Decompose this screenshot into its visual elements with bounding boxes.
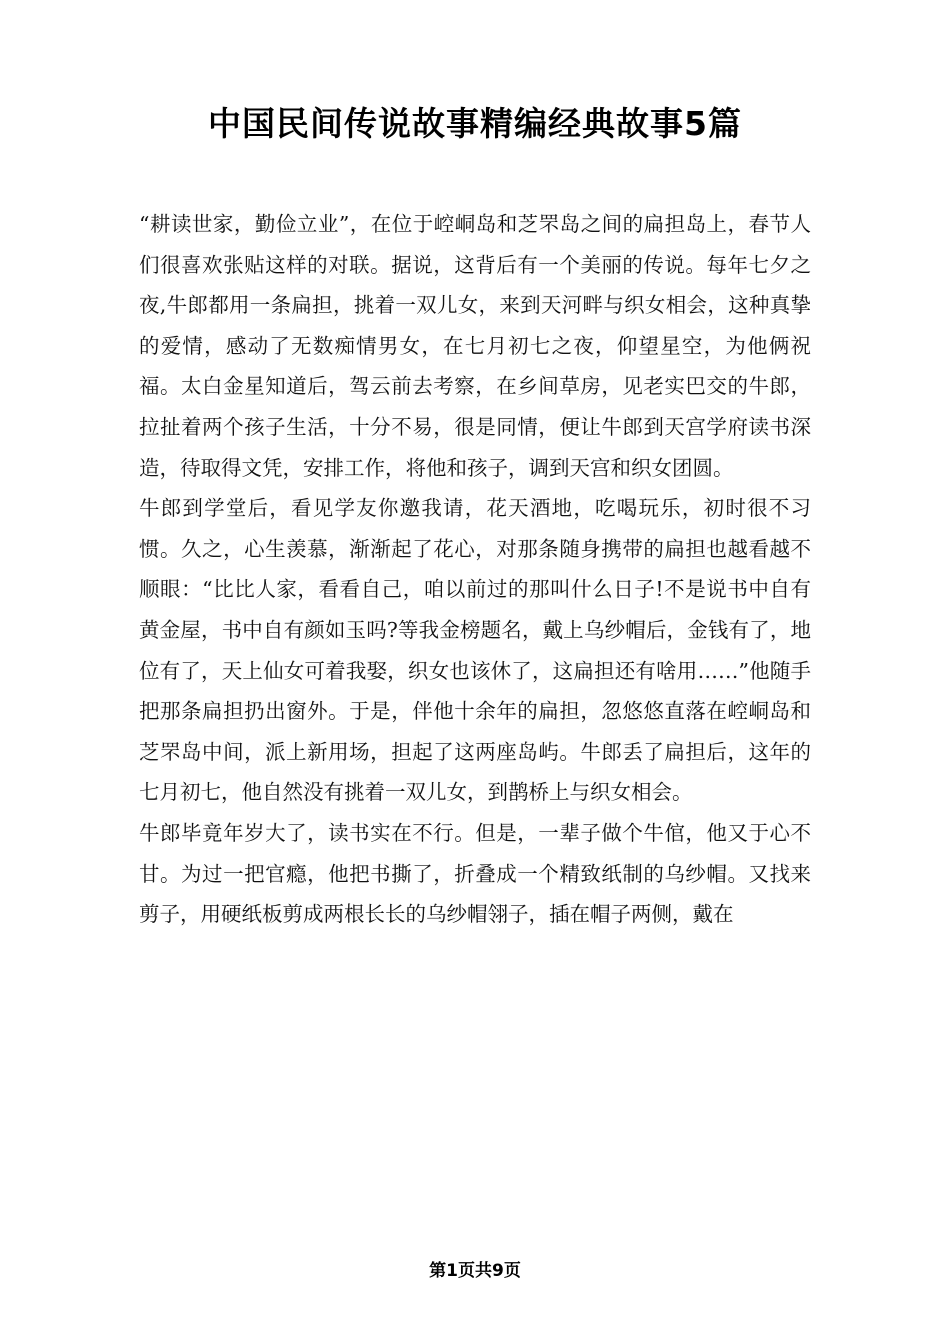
paragraph-1: “耕读世家，勤俭立业”，在位于崆峒岛和芝罘岛之间的扁担岛上，春节人们很喜欢张贴这样的对联。据说，这背后有一个美丽的传说。每年七夕之夜,牛郎都用一条扁担，挑着一双儿女，来到天河畔与织女相会，这种真挚的爱情，感动了无数痴情男女，在七月初七之夜，仰望星空，为他俩祝福。太白金星知道后，驾云前去考察，在乡间草房，见老实巴交的牛郎，拉扯着两个孩子生活，十分不易，很是同情，便让牛郎到天宫学府读书深造，待取得文凭，安排工作，将他和孩子，调到天宫和织女团圆。 <box>139 212 811 480</box>
paragraph-3: 牛郎毕竟年岁大了，读书实在不行。但是，一辈子做个牛倌，他又于心不甘。为过一把官瘾，他把书撕了，折叠成一个精致纸制的乌纱帽。又找来剪子，用硬纸板剪成两根长长的乌纱帽翎子，插在帽子两侧，戴在 <box>139 820 811 927</box>
page-footer: 第1页共9页 <box>429 1261 521 1281</box>
paragraph-2: 牛郎到学堂后，看见学友你邀我请，花天酒地，吃喝玩乐，初时很不习惯。久之，心生羡慕，渐渐起了花心，对那条随身携带的扁担也越看越不顺眼：“比比人家，看看自己，咱以前过的那叫什么日子!不是说书中自有黄金屋，书中自有颜如玉吗?等我金榜题名，戴上乌纱帽后，金钱有了，地位有了，天上仙女可着我娶，织女也该休了，这扁担还有啥用……”他随手把那条扁担扔出窗外。于是，伴他十余年的扁担，忽悠悠直落在崆峒岛和芝罘岛中间，派上新用场，担起了这两座岛屿。牛郎丢了扁担后，这年的七月初七，他自然没有挑着一双儿女，到鹊桥上与织女相会。 <box>139 496 811 805</box>
document-body <box>139 204 811 935</box>
document-title: 中国民间传说故事精编经典故事5篇 <box>208 104 742 143</box>
